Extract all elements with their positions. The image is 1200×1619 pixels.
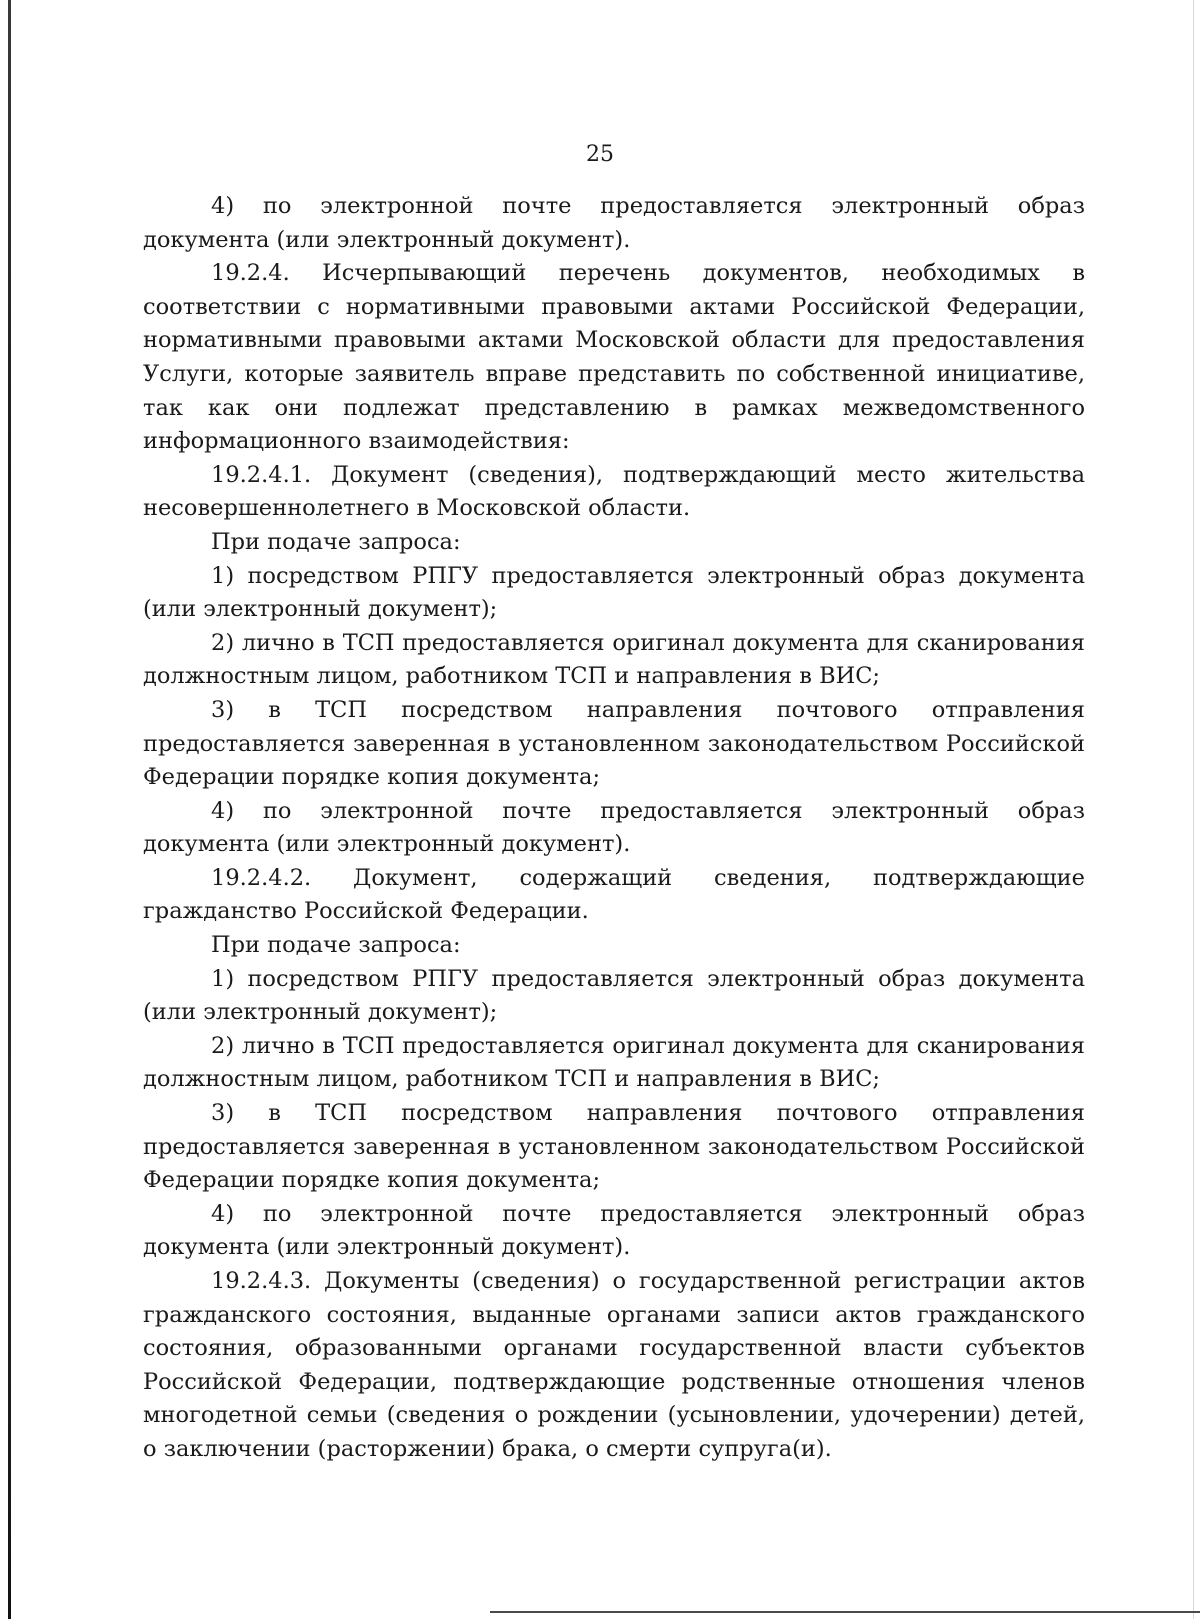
paragraph: 4) по электронной почте предоставляется электронный образ документа (или электронный документ).	[143, 1200, 1085, 1261]
paragraph: При подаче запроса:	[211, 932, 461, 959]
scan-edge-left	[8, 0, 11, 1619]
paragraph: 2) лично в ТСП предоставляется оригинал документа для сканирования должностным лицом, работником ТСП и направления в ВИС;	[143, 629, 1085, 690]
paragraph: При подаче запроса:	[211, 528, 461, 555]
paragraph: 3) в ТСП посредством направления почтового отправления предоставляется заверенная в установленном законодательством Российской Федерации порядке копия документа;	[143, 696, 1085, 791]
paragraph: 19.2.4.3. Документы (сведения) о государственной регистрации актов гражданского состояния, выданные органами записи актов гражданского состояния, образованными органами государственной власти субъектов Российской Федерации, подтверждающие родственные отношения членов многодетной семьи (сведения о рождении (усыновлении, удочерении) детей, о заключении (расторжении) брака, о смерти супруга(и).	[143, 1268, 1085, 1462]
paragraph: 19.2.4. Исчерпывающий перечень документов, необходимых в соответствии с нормативными правовыми актами Российской Федерации, нормативными правовыми актами Московской области для предоставления Услуги, которые заявитель вправе представить по собственной инициативе, так как они подлежат представлению в рамках межведомственного информационного взаимодействия:	[143, 260, 1085, 455]
paragraph: 19.2.4.1. Документ (сведения), подтверждающий место жительства несовершеннолетнего в Московской области.	[143, 461, 1085, 522]
paragraph: 2) лично в ТСП предоставляется оригинал документа для сканирования должностным лицом, работником ТСП и направления в ВИС;	[143, 1032, 1085, 1093]
scan-edge-bottom	[490, 1611, 1200, 1613]
paragraph: 1) посредством РПГУ предоставляется электронный образ документа (или электронный документ);	[143, 965, 1085, 1026]
paragraph: 4) по электронной почте предоставляется электронный образ документа (или электронный документ).	[143, 797, 1085, 858]
paragraph: 4) по электронной почте предоставляется электронный образ документа (или электронный документ).	[143, 193, 1085, 253]
document-body	[143, 190, 1085, 1467]
paragraph: 1) посредством РПГУ предоставляется электронный образ документа (или электронный документ);	[143, 562, 1085, 623]
paragraph: 3) в ТСП посредством направления почтового отправления предоставляется заверенная в установленном законодательством Российской Федерации порядке копия документа;	[143, 1100, 1085, 1194]
paragraph: 19.2.4.2. Документ, содержащий сведения, подтверждающие гражданство Российской Федерации.	[143, 864, 1085, 925]
page-number: 25	[586, 142, 614, 167]
scan-edge-right	[1193, 0, 1194, 1619]
